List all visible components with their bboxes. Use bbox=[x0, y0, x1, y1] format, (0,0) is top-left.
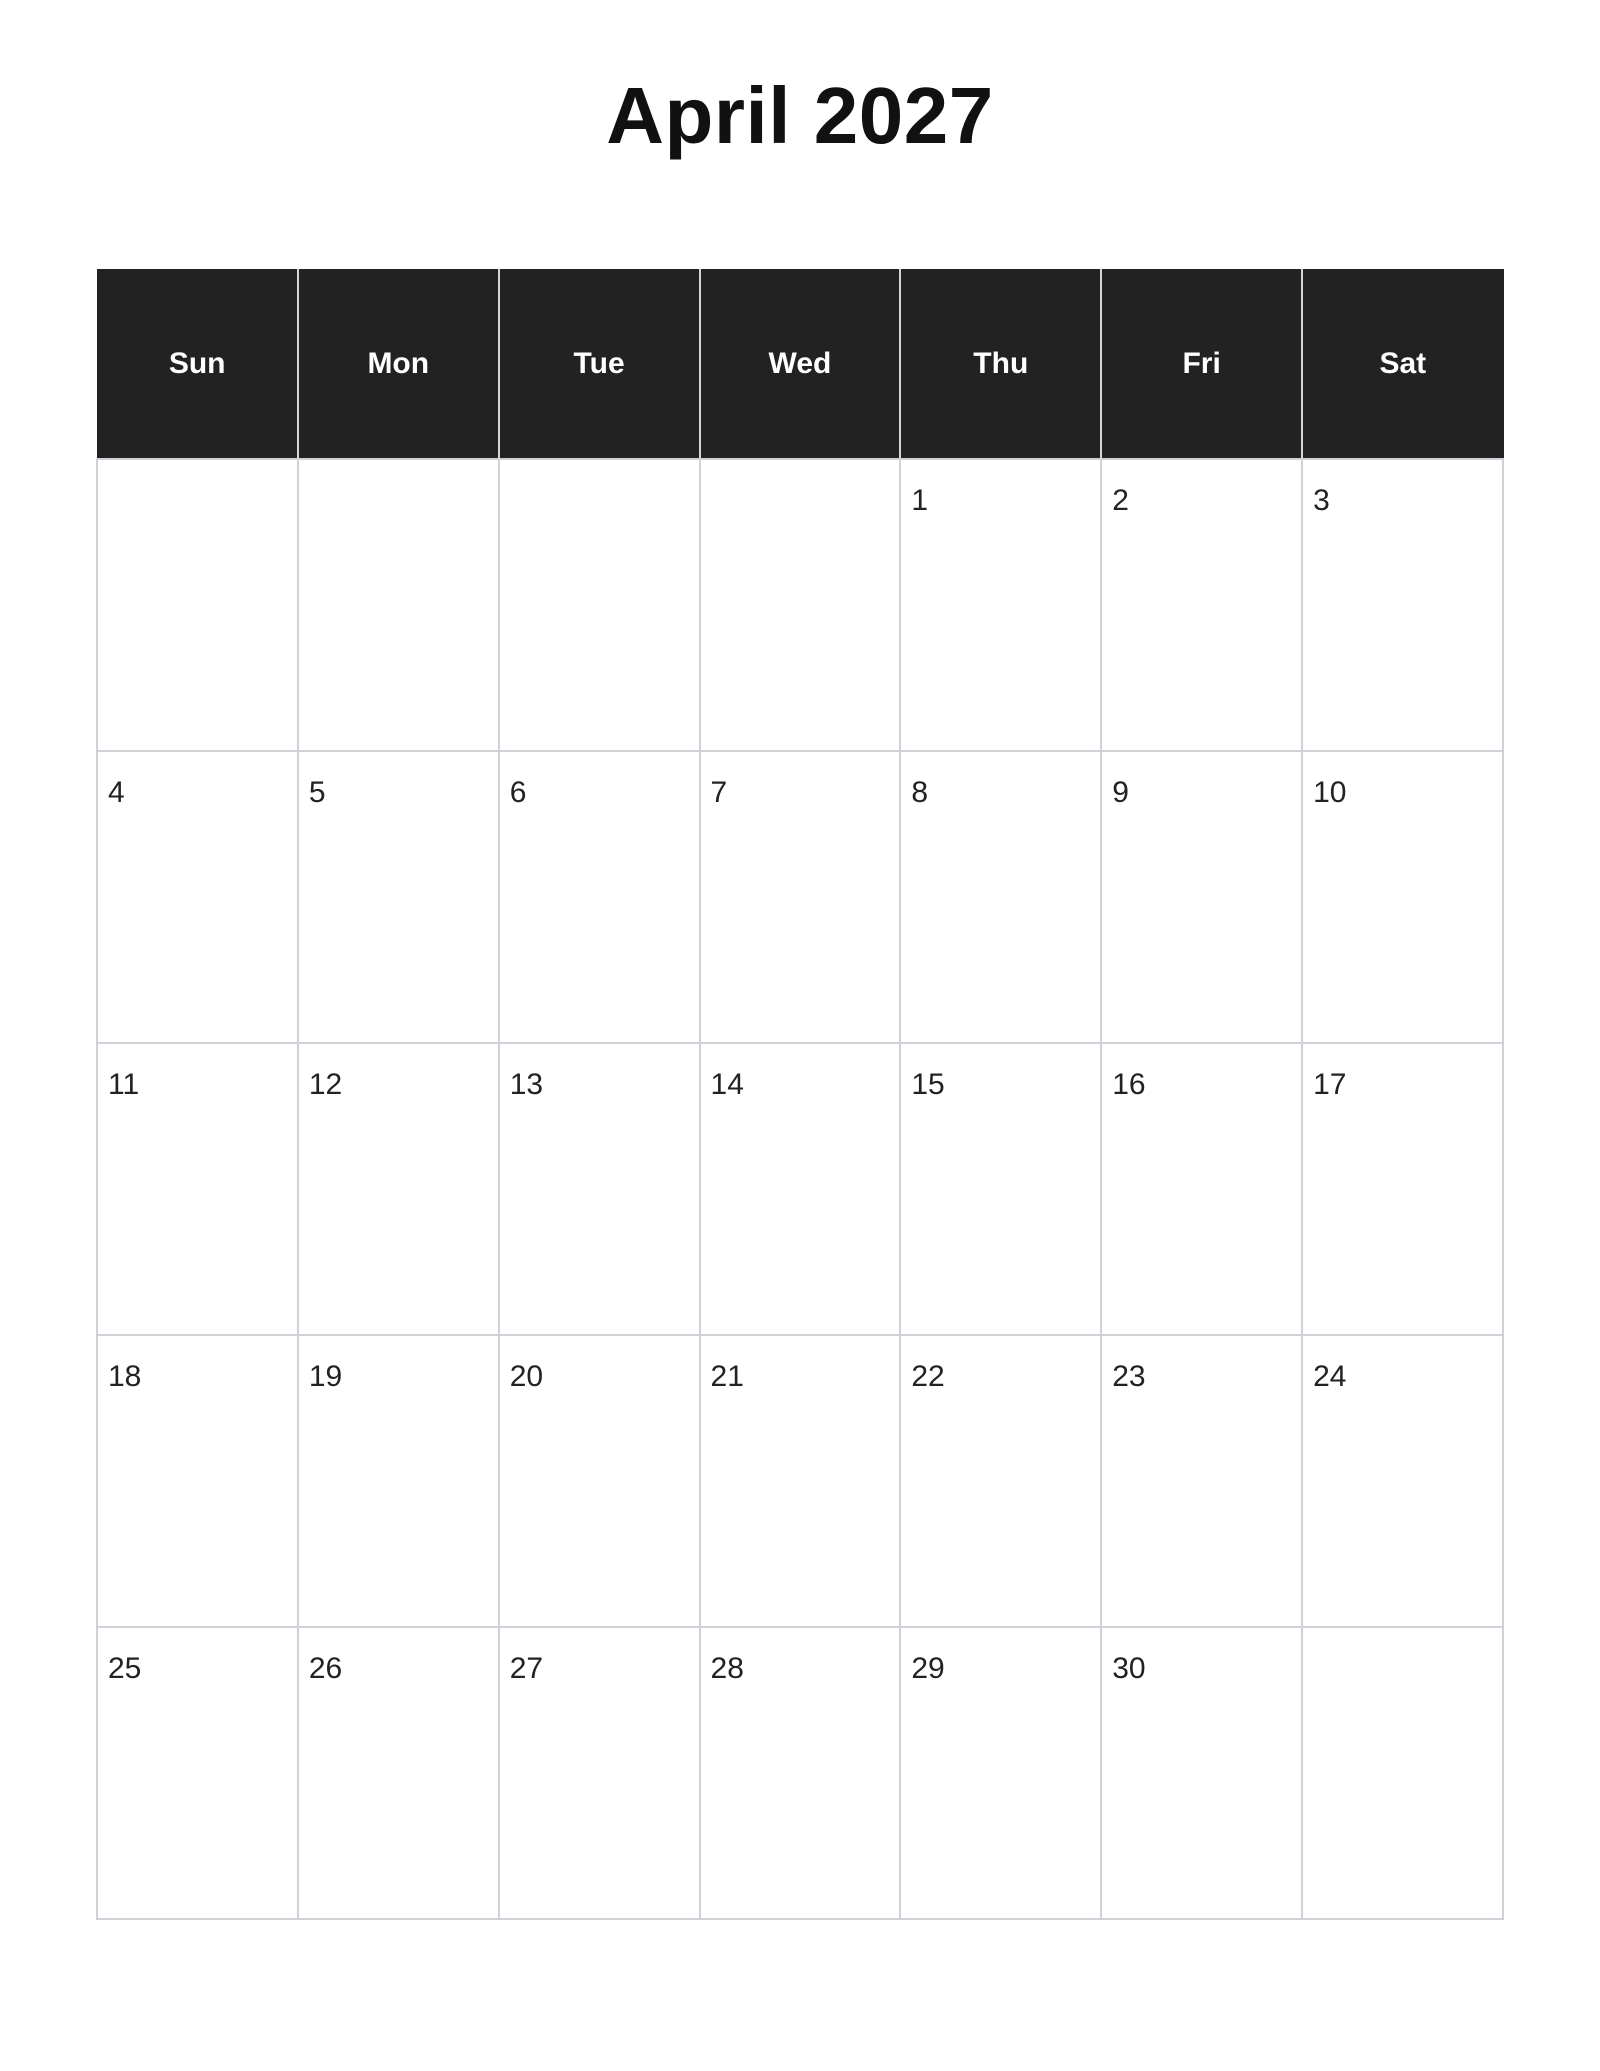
day-number: 16 bbox=[1112, 1068, 1146, 1101]
day-number: 26 bbox=[308, 1652, 343, 1685]
weekday-header-row bbox=[97, 270, 1503, 460]
day-cell bbox=[97, 1627, 298, 1919]
day-number: 3 bbox=[1313, 484, 1330, 517]
day-number: 17 bbox=[1313, 1068, 1347, 1101]
day-number: 24 bbox=[1313, 1360, 1347, 1393]
day-number: 10 bbox=[1313, 776, 1347, 809]
weekday-header-mon: Mon bbox=[298, 270, 499, 460]
week-row bbox=[97, 751, 1503, 1043]
day-cell bbox=[499, 1335, 700, 1627]
day-cell bbox=[1302, 1043, 1503, 1335]
week-row bbox=[97, 459, 1503, 751]
day-number bbox=[299, 460, 498, 484]
calendar-grid bbox=[96, 269, 1504, 1920]
day-cell bbox=[298, 1335, 499, 1627]
day-number: 18 bbox=[108, 1360, 142, 1393]
day-cell bbox=[1101, 459, 1302, 751]
day-number: 1 bbox=[911, 484, 929, 517]
day-number: 19 bbox=[308, 1360, 343, 1393]
day-cell bbox=[97, 751, 298, 1043]
day-number: 6 bbox=[509, 776, 527, 809]
day-cell bbox=[700, 459, 901, 751]
day-cell bbox=[700, 751, 901, 1043]
weekday-header-thu: Thu bbox=[900, 270, 1101, 460]
day-cell bbox=[900, 1335, 1101, 1627]
day-cell bbox=[1302, 1627, 1503, 1919]
day-number: 9 bbox=[1112, 776, 1129, 809]
day-number: 23 bbox=[1112, 1360, 1146, 1393]
day-number: 12 bbox=[308, 1068, 343, 1101]
day-cell bbox=[298, 1043, 499, 1335]
day-number: 4 bbox=[108, 776, 125, 809]
day-cell bbox=[1302, 751, 1503, 1043]
day-cell bbox=[1101, 1043, 1302, 1335]
day-cell bbox=[1101, 751, 1302, 1043]
weekday-header-tue: Tue bbox=[499, 270, 700, 460]
day-cell bbox=[1101, 1627, 1302, 1919]
day-cell bbox=[499, 751, 700, 1043]
day-cell bbox=[900, 751, 1101, 1043]
day-number: 22 bbox=[911, 1360, 945, 1393]
day-cell bbox=[700, 1335, 901, 1627]
weekday-header-sun: Sun bbox=[97, 270, 298, 460]
day-number: 30 bbox=[1112, 1652, 1146, 1685]
week-row bbox=[97, 1043, 1503, 1335]
day-number: 27 bbox=[509, 1652, 544, 1685]
weekday-header-wed: Wed bbox=[700, 270, 901, 460]
day-cell bbox=[900, 1043, 1101, 1335]
day-number: 11 bbox=[108, 1068, 140, 1101]
weekday-header-sat: Sat bbox=[1302, 270, 1503, 460]
day-number: 14 bbox=[710, 1068, 744, 1101]
day-cell bbox=[97, 459, 298, 751]
day-number: 20 bbox=[509, 1360, 544, 1393]
day-cell bbox=[97, 1335, 298, 1627]
day-cell bbox=[499, 1627, 700, 1919]
day-cell bbox=[1302, 459, 1503, 751]
day-number: 5 bbox=[308, 776, 326, 809]
day-number: 7 bbox=[710, 776, 728, 809]
day-number bbox=[1303, 1628, 1502, 1652]
week-row bbox=[97, 1627, 1503, 1919]
day-number: 28 bbox=[710, 1652, 744, 1685]
weekday-header-fri: Fri bbox=[1101, 270, 1302, 460]
day-cell bbox=[499, 1043, 700, 1335]
day-number: 21 bbox=[710, 1360, 744, 1393]
day-cell bbox=[900, 459, 1101, 751]
day-cell bbox=[700, 1043, 901, 1335]
day-number bbox=[701, 460, 900, 484]
day-cell bbox=[298, 1627, 499, 1919]
day-cell bbox=[298, 459, 499, 751]
day-cell bbox=[298, 751, 499, 1043]
day-cell bbox=[97, 1043, 298, 1335]
day-cell bbox=[1302, 1335, 1503, 1627]
day-cell bbox=[1101, 1335, 1302, 1627]
day-cell bbox=[700, 1627, 901, 1919]
week-row bbox=[97, 1335, 1503, 1627]
day-number bbox=[98, 460, 297, 484]
day-number: 29 bbox=[911, 1652, 945, 1685]
calendar-title: April 2027 bbox=[606, 71, 994, 160]
day-number: 15 bbox=[911, 1068, 945, 1101]
day-cell bbox=[900, 1627, 1101, 1919]
day-number: 25 bbox=[108, 1652, 142, 1685]
day-number: 8 bbox=[911, 776, 929, 809]
day-number bbox=[500, 460, 699, 484]
day-cell bbox=[499, 459, 700, 751]
day-number: 2 bbox=[1112, 484, 1129, 517]
day-number: 13 bbox=[509, 1068, 544, 1101]
